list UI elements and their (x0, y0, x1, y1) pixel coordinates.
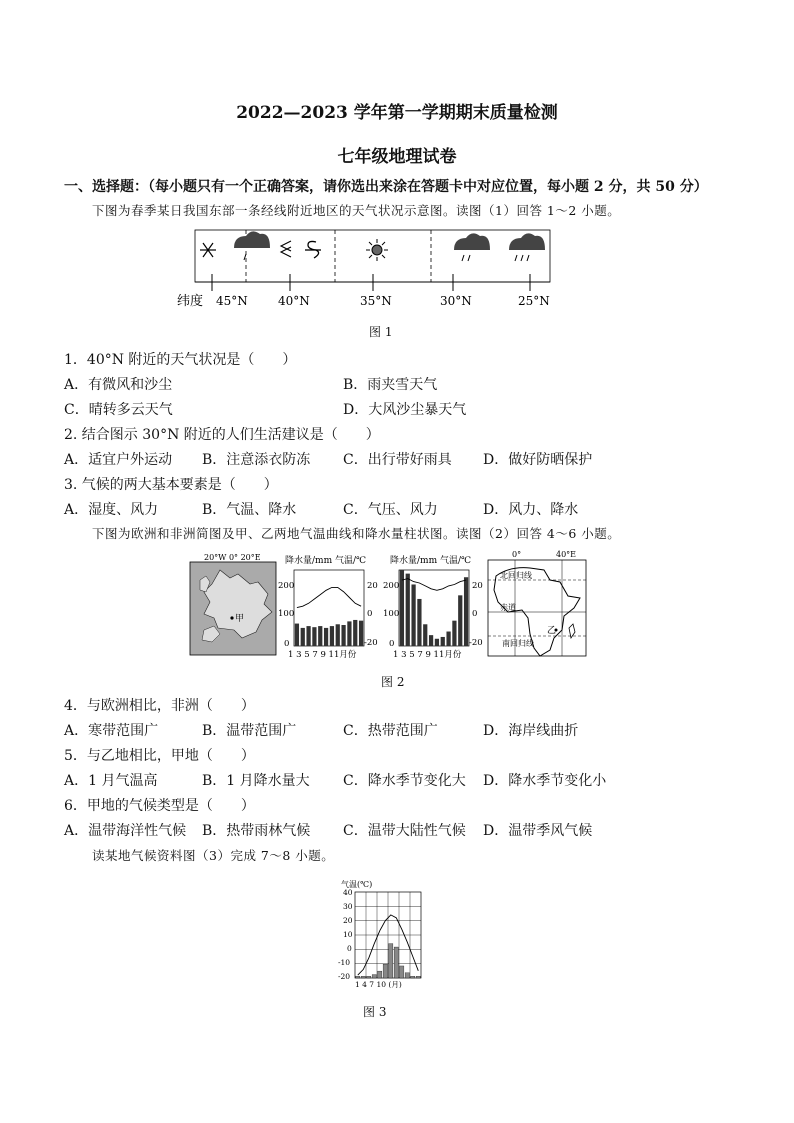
africa-lon-0: 0° (512, 550, 522, 559)
chart-yi-rtick-0: 0 (472, 609, 478, 619)
question-5-stem: 5．与乙地相比，甲地（ ） (64, 748, 255, 764)
q3-option-b: B．气温、降水 (202, 502, 297, 518)
lat-label-25: 25°N (518, 294, 550, 308)
europe-lon-labels: 20°W 0° 20°E (204, 553, 261, 562)
chart-yi-precip-bar-2 (406, 574, 410, 646)
fig3-ytick-neg20: -20 (338, 972, 351, 981)
chart-jia-temp-line (297, 587, 361, 607)
q5-option-b: B．1 月降水量大 (202, 773, 310, 789)
fig3-precip-bar-9 (400, 966, 404, 978)
q1-option-a: A．有微风和沙尘 (64, 377, 173, 393)
light-rain-icon (234, 231, 270, 260)
fig3-precip-bar-6 (383, 964, 387, 978)
fig3-precip-bar-1 (356, 976, 360, 978)
q1-option-d: D．大风沙尘暴天气 (343, 402, 467, 418)
chart-jia-precip-bar-5 (318, 626, 322, 646)
chart-yi-precip-bar-5 (423, 624, 427, 646)
q6-option-b: B．热带雨林气候 (202, 823, 311, 839)
section-heading: 一、选择题：（每小题只有一个正确答案，请你选出来涂在答题卡中对应位置，每小题 2 分，共 50 分） (64, 179, 708, 195)
intro-text-3: 读某地气候资料图（3）完成 7～8 小题。 (92, 848, 335, 863)
europe-map (190, 553, 276, 655)
question-6-stem: 6．甲地的气候类型是（ ） (64, 798, 255, 814)
chart-jia-x-label: 1 3 5 7 9 11月份 (288, 650, 357, 660)
chart-yi-ytick-100: 100 (383, 609, 400, 619)
lat-label-35: 35°N (360, 294, 392, 308)
chart-yi-ytick-200: 200 (383, 581, 400, 591)
q3-option-a: A．湿度、风力 (64, 502, 159, 518)
q3-option-d: D．风力、降水 (483, 502, 579, 518)
fig3-precip-bar-12 (416, 976, 420, 978)
chart-jia-precip-bar-3 (306, 626, 310, 646)
lat-label-45: 45°N (216, 294, 248, 308)
chart-yi-y-left-title: 降水量/mm (390, 556, 438, 566)
sandstorm-icon (305, 241, 321, 258)
q5-option-a: A．1 月气温高 (64, 773, 158, 789)
chart-yi-x-label: 1 3 5 7 9 11月份 (393, 650, 462, 660)
wind-icon (281, 241, 291, 257)
q1-option-c: C．晴转多云天气 (64, 402, 173, 418)
q6-option-a: A．温带海洋性气候 (64, 823, 187, 839)
chart-yi-precip-bar-7 (435, 639, 439, 646)
fig3-precip-bar-2 (361, 976, 365, 978)
chart-yi-y-right-title: 气温/℃ (440, 556, 472, 566)
figure-3-caption: 图 3 (363, 1005, 387, 1019)
question-3-stem: 3. 气候的两大基本要素是（ ） (64, 477, 278, 493)
chart-jia-ytick-0: 0 (284, 639, 290, 649)
chart-yi-rtick-20: 20 (472, 581, 483, 591)
chart-jia-rtick-0: 0 (367, 609, 373, 619)
chart-yi-precip-bar-6 (429, 635, 433, 646)
intro-text-2: 下图为欧洲和非洲简图及甲、乙两地气温曲线和降水量柱状图。读图（2）回答 4～6 小题。 (92, 526, 621, 541)
q5-option-c: C．降水季节变化大 (343, 773, 466, 789)
chart-yi-precip-bar-4 (417, 599, 421, 646)
q4-option-b: B．温带范围广 (202, 723, 297, 739)
chart-jia-precip-bar-11 (353, 620, 357, 646)
africa-map (488, 550, 586, 656)
q2-option-b: B．注意添衣防冻 (202, 452, 311, 468)
fig3-ytick-20: 20 (343, 916, 353, 925)
page-title: 2022—2023 学年第一学期期末质量检测 (236, 103, 558, 123)
climate-chart-jia (278, 554, 378, 660)
figure-1-caption: 图 1 (369, 325, 393, 339)
chart-jia-rtick-20: 20 (367, 581, 378, 591)
question-2-stem: 2. 结合图示 30°N 附近的人们生活建议是（ ） (64, 427, 380, 443)
chart-jia-precip-bar-4 (312, 627, 316, 646)
figure-1 (177, 225, 560, 320)
chart-yi-precip-bar-11 (458, 595, 462, 646)
chart-jia-precip-bar-6 (324, 628, 328, 646)
chart-jia-ytick-200: 200 (278, 581, 295, 591)
q1-option-b: B．雨夹雪天气 (343, 377, 438, 393)
figure-3 (335, 877, 435, 989)
climate-chart-yi (383, 554, 483, 660)
q2-option-d: D．做好防晒保护 (483, 452, 593, 468)
chart-jia-precip-bar-1 (295, 624, 299, 646)
lat-label-40: 40°N (278, 294, 310, 308)
chart-jia-y-right-title: 气温/℃ (335, 556, 367, 566)
q4-option-c: C．热带范围广 (343, 723, 438, 739)
fig3-precip-bar-8 (394, 947, 398, 978)
q2-option-a: A．适宜户外运动 (64, 452, 173, 468)
q3-option-c: C．气压、风力 (343, 502, 438, 518)
q2-option-c: C．出行带好雨具 (343, 452, 452, 468)
fig3-ytick-10: 10 (343, 930, 353, 939)
q6-option-d: D．温带季风气候 (483, 823, 593, 839)
figure-2 (190, 550, 600, 660)
chart-jia-precip-bar-2 (301, 628, 305, 646)
place-yi-label: 乙 (547, 626, 557, 636)
africa-lon-40e: 40°E (556, 550, 577, 559)
chart-yi-precip-bar-3 (411, 584, 415, 646)
chart-jia-precip-bar-7 (330, 626, 334, 646)
chart-yi-precip-bar-12 (464, 577, 468, 646)
chart-jia-rtick-neg20: -20 (364, 638, 378, 648)
lat-label-30: 30°N (440, 294, 472, 308)
fig3-precip-bar-11 (411, 976, 415, 978)
chart-jia-y-left-title: 降水量/mm (285, 556, 333, 566)
question-1-stem: 1．40°N 附近的天气状况是（ ） (64, 352, 297, 368)
question-4-stem: 4．与欧洲相比，非洲（ ） (64, 698, 255, 714)
q4-option-d: D．海岸线曲折 (483, 723, 579, 739)
heavy-rain-icon (509, 233, 545, 261)
chart-jia-precip-bar-10 (347, 621, 351, 646)
fig3-precip-bar-5 (378, 971, 382, 978)
south-tropic-label: 南回归线 (502, 639, 534, 648)
lat-axis-prefix: 纬度 (177, 294, 204, 309)
chart-jia-precip-bar-9 (341, 625, 345, 646)
chart-yi-ytick-0: 0 (389, 639, 395, 649)
fig3-ytick-30: 30 (343, 902, 353, 911)
fig3-y-title: 气温(℃) (341, 880, 373, 889)
fig3-x-ticks: 1 4 7 10 (月) (355, 980, 402, 989)
chart-yi-precip-bar-1 (400, 570, 404, 646)
q6-option-c: C．温带大陆性气候 (343, 823, 466, 839)
intro-text-1: 下图为春季某日我国东部一条经线附近地区的天气状况示意图。读图（1）回答 1～2 小题。 (92, 203, 621, 218)
chart-yi-rtick-neg20: -20 (469, 638, 483, 648)
q5-option-d: D．降水季节变化小 (483, 773, 607, 789)
moderate-rain-icon (454, 233, 490, 261)
fig3-precip-bar-7 (389, 944, 393, 978)
fig3-precip-bar-3 (367, 976, 371, 978)
sun-icon (366, 239, 388, 261)
chart-jia-precip-bar-8 (336, 624, 340, 646)
chart-yi-precip-bar-9 (446, 632, 450, 646)
fig3-ytick-neg10: -10 (338, 958, 351, 967)
chart-jia-ytick-100: 100 (278, 609, 295, 619)
fig3-ytick-40: 40 (343, 888, 353, 897)
fig3-ytick-0: 0 (347, 944, 352, 953)
fig3-precip-bar-4 (372, 975, 376, 978)
page-subtitle: 七年级地理试卷 (337, 147, 457, 167)
figure-2-caption: 图 2 (381, 675, 405, 689)
fig3-precip-bar-10 (405, 973, 409, 978)
chart-yi-precip-bar-8 (441, 637, 445, 646)
place-jia-label: 甲 (235, 614, 245, 624)
north-tropic-label: 北回归线 (500, 571, 532, 580)
chart-jia-precip-bar-12 (359, 621, 363, 646)
q4-option-a: A．寒带范围广 (64, 723, 159, 739)
equator-label: 赤道 (500, 603, 516, 612)
chart-yi-precip-bar-10 (452, 621, 456, 646)
snow-icon (200, 243, 216, 257)
